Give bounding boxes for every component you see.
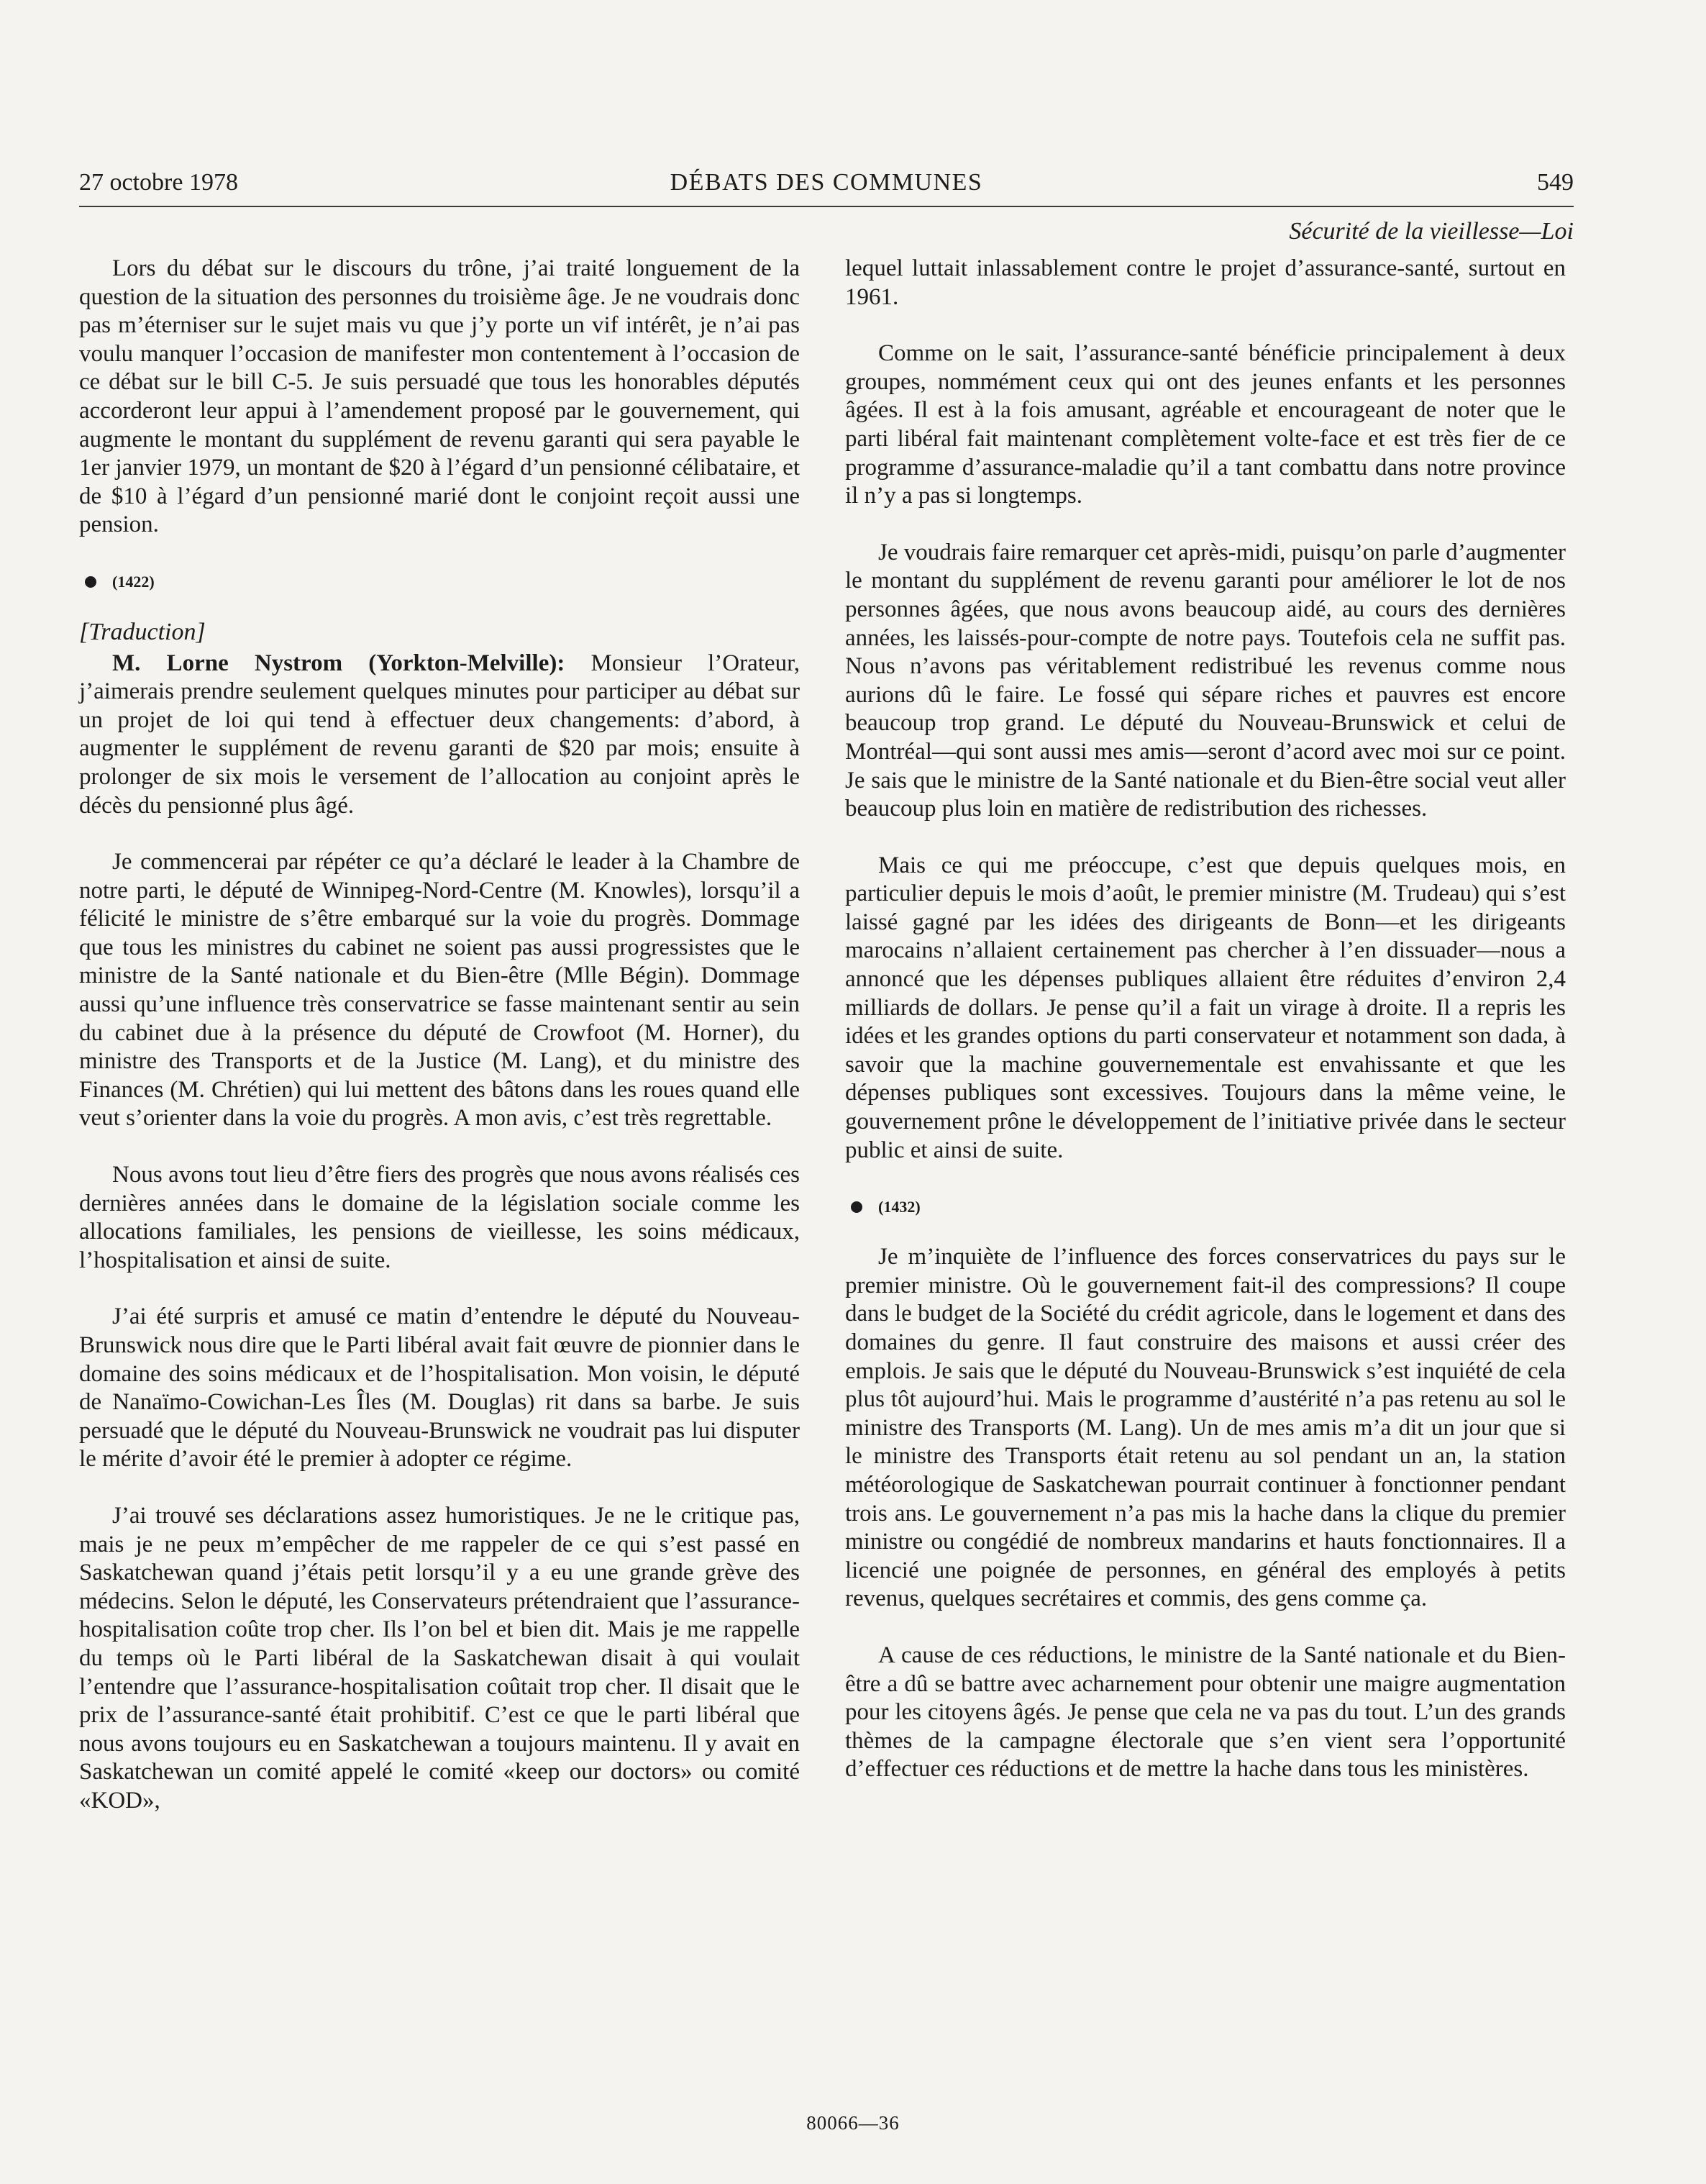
page-header [79,164,1574,207]
timestamp: (1422) [112,573,155,591]
paragraph: Je voudrais faire remarquer cet après-midi, puisqu’on parle d’augmenter le montant du supplément de revenu garanti pour améliorer le lot de nos personnes âgées, que nous avons beaucoup aidé, au cours des dernières années, les laissés-pour-compte de notre pays. Toutefois cela ne suffit pas. Nous n’avons pas véritablement redistribué les revenus comme nous aurions dû le faire. Le fossé qui sépare riches et pauvres est encore beaucoup trop grand. Le député du Nouveau-Brunswick et celui de Montréal—qui sont aussi mes amis—seront d’acord avec moi sur ce point. Je sais que le ministre de la Santé nationale et du Bien-être social veut aller beaucoup plus loin en matière de redistribution des richesses. [845,539,1566,822]
paragraph: J’ai trouvé ses déclarations assez humoristiques. Je ne le critique pas, mais je ne peux m’empêcher de me rappeler de ce qui s’est passé en Saskatchewan quand j’étais petit lorsqu’il y a eu une grande grève des médecins. Selon le député, les Conservateurs prétendraient que l’assurance-hospitalisation coûte trop cher. Ils l’on bel et bien dit. Mais je me rappelle du temps où le Parti libéral de la Saskatchewan disait à qui voulait l’entendre que l’assurance-hospitalisation coûtait trop cher. Il disait que le prix de l’assurance-santé était prohibitif. C’est ce que le parti libéral que nous avons toujours eu en Saskatchewan a toujours maintenu. Il y avait en Saskatchewan un comité appelé le comité «keep our doctors» ou comité «KOD», [79,1502,800,1814]
paragraph: Mais ce qui me préoccupe, c’est que depuis quelques mois, en particulier depuis le mois d’août, le premier ministre (M. Trudeau) qui s’est laissé gagné par les idées des dirigeants de Bonn—et les dirigeants marocains n’allaient certainement pas chercher à l’en dissuader—nous a annoncé que les dépenses publiques allaient être réduites d’environ 2,4 milliards de dollars. Je pense qu’il a fait un virage à droite. Il a repris les idées et les grandes options du parti conservateur et notamment son dada, à savoir que la machine gouvernementale est envahissante et que les dépenses publiques sont excessives. Toujours dans la même veine, le gouvernement prône le développement de l’initiative privée dans le secteur public et ainsi de suite. [845,852,1566,1163]
paragraph: Nous avons tout lieu d’être fiers des progrès que nous avons réalisés ces dernières années dans le domaine de la législation sociale comme les allocations familiales, les pensions de vieillesse, les soins médicaux, l’hospitalisation et ainsi de suite. [79,1162,800,1273]
timestamp-marker [79,568,800,596]
paragraph: Je m’inquiète de l’influence des forces conservatrices du pays sur le premier ministre. Où le gouvernement fait-il des compressions? Il coupe dans le budget de la Société du crédit agricole, dans le logement et dans des domaines du genre. Il faut construire des maisons et aussi créer des emplois. Je sais que le député du Nouveau-Brunswick s’est inquiété de cela plus tôt aujourd’hui. Mais le programme d’austérité n’a pas retenu au sol le ministre des Transports (M. Lang). Un de mes amis m’a dit un jour que si le ministre des Transports était retenu au sol pendant un an, la station météorologique de Saskatchewan pourrait continuer à fonctionner pendant trois ans. Le gouvernement n’a pas mis la hache dans la clique du premier ministre ou congédié de nombreux mandarins et hauts fonctionnaires. Il a licencié une poignée de personnes, en général des employés à petits revenus, quelques secrétaires et commis, des gens comme ça. [845,1244,1566,1612]
paragraph: lequel luttait inlassablement contre le projet d’assurance-santé, surtout en 1961. [845,255,1566,310]
right-column [845,255,1566,1784]
paragraph: Comme on le sait, l’assurance-santé bénéficie principalement à deux groupes, nommément ceux qui ont des jeunes enfants et les personnes âgées. Il est à la fois amusant, agréable et encourageant de noter que le parti libéral fait maintenant complètement volte-face et est très fier de ce programme d’assurance-maladie qu’il a tant combattu dans notre province il n’y a pas si longtemps. [845,340,1566,509]
translation-note: [Traduction] [79,618,206,645]
paragraph: Je commencerai par répéter ce qu’a déclaré le leader à la Chambre de notre parti, le député de Winnipeg-Nord-Centre (M. Knowles), lorsqu’il a félicité le ministre de s’être embarqué sur la voie du progrès. Dommage que tous les ministres du cabinet ne soient pas aussi progressistes que le ministre de la Santé nationale et du Bien-être (Mlle Bégin). Dommage aussi qu’une influence très conservatrice se fasse maintenant sentir au sein du cabinet due à la présence du député de Crowfoot (M. Horner), du ministre des Transports et de la Justice (M. Lang), et du ministre des Finances (M. Chrétien) qui lui mettent des bâtons dans les roues quand elle veut s’orienter dans la voie du progrès. A mon avis, c’est très regrettable. [79,849,800,1132]
paragraph: A cause de ces réductions, le ministre de la Santé nationale et du Bien-être a dû se battre avec acharnement pour obtenir une maigre augmentation pour les citoyens âgés. Je pense que cela ne va pas du tout. L’un des grands thèmes de la campagne électorale que s’en vient sera l’opportunité d’effectuer ces réductions et de mettre la hache dans tous les ministères. [845,1642,1566,1783]
left-column [79,255,800,1816]
page-number: 549 [1537,169,1574,196]
timestamp-marker [845,1193,1566,1221]
footer-code: 80066—36 [806,2112,900,2134]
publication-title: DÉBATS DES COMMUNES [670,169,983,196]
paragraph: J’ai été surpris et amusé ce matin d’entendre le député du Nouveau-Brunswick nous dire que le Parti libéral avait fait œuvre de pionnier dans le domaine des soins médicaux et de l’hospitalisation. Mon voisin, le député de Nanaïmo-Cowichan-Les Îles (M. Douglas) rit dans sa barbe. Je suis persuadé que le député du Nouveau-Brunswick ne voudrait pas lui disputer le mérite d’avoir été le premier à adopter ce régime. [79,1303,800,1473]
bullet-icon [851,1201,862,1213]
header-date: 27 octobre 1978 [79,169,238,196]
timestamp: (1432) [878,1198,921,1216]
speaker-name: M. Lorne Nystrom (Yorkton-Melville): [112,650,565,676]
bullet-icon [85,576,96,588]
section-title: Sécurité de la vieillesse—Loi [1289,218,1574,245]
speech-text: Monsieur l’Orateur, j’aimerais prendre seulement quelques minutes pour participer au débat sur un projet de loi qui tend à effectuer deux changements: d’abord, à augmenter le supplément de revenu garanti de $20 par mois; ensuite à prolonger de six mois le versement de l’allocation au conjoint après le décès du pensionné plus âgé. [79,650,800,819]
speaker-paragraph [79,650,800,821]
paragraph: Lors du débat sur le discours du trône, j’ai traité longuement de la question de la situation des personnes du troisième âge. Je ne voudrais donc pas m’éterniser sur le sujet mais vu que j’y porte un vif intérêt, je n’ai pas voulu manquer l’occasion de manifester mon contentement à l’occasion de ce débat sur le bill C-5. Je suis persuadé que tous les honorables députés accorderont leur appui à l’amendement proposé par le gouvernement, qui augmente le montant du supplément de revenu garanti qui sera payable le 1er janvier 1979, un montant de $20 à l’égard d’un pensionné célibataire, et de $10 à l’égard d’un pensionné marié dont le conjoint reçoit aussi une pension. [79,255,800,538]
